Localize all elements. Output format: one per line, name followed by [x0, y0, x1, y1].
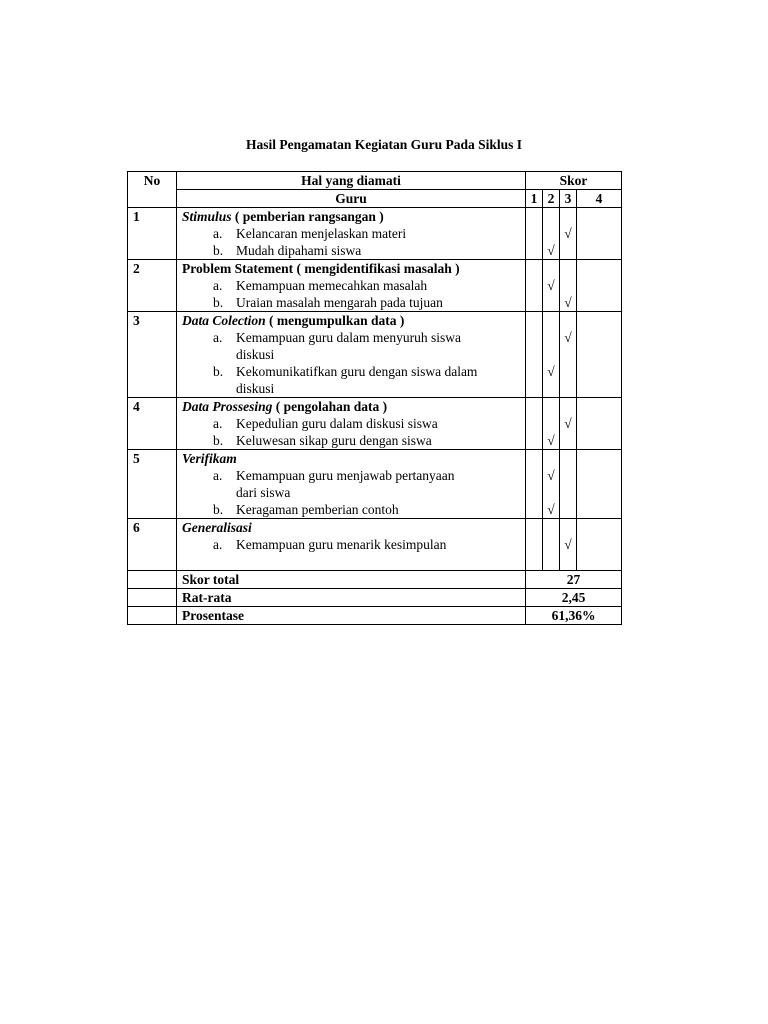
document-title: Hasil Pengamatan Kegiatan Guru Pada Siklus I [245, 137, 523, 152]
aspect-title [182, 208, 520, 225]
summary-row [128, 607, 622, 625]
aspect-title-italic: Data Colection [182, 313, 266, 328]
check-mark-icon: √ [564, 295, 572, 310]
item-label: a. [213, 416, 223, 431]
score-spacer [543, 398, 559, 415]
score-spacer [526, 260, 542, 277]
score-cell-1 [526, 208, 543, 260]
score-spacer [526, 467, 542, 484]
check-mark-icon: √ [547, 243, 555, 258]
aspect-cell [177, 260, 526, 312]
score-spacer [560, 277, 576, 294]
aspect-item [182, 363, 520, 397]
score-spacer [577, 346, 621, 363]
summary-row [128, 571, 622, 589]
summary-value: 27 [526, 571, 622, 589]
row-number: 4 [128, 398, 177, 450]
score-spacer [577, 519, 621, 536]
aspect-cell [177, 519, 526, 571]
score-cell-1 [526, 398, 543, 450]
item-text-line: Kemampuan guru menjawab pertanyaan [236, 468, 455, 483]
score-cell-4 [577, 519, 622, 571]
item-label: a. [213, 468, 223, 483]
score-spacer [526, 484, 542, 501]
aspect-title-italic: Generalisasi [182, 520, 252, 535]
score-spacer [577, 536, 621, 553]
summary-value: 2,45 [526, 589, 622, 607]
item-label: b. [213, 364, 224, 379]
item-text-line: Kemampuan guru dalam menyuruh siswa [236, 330, 461, 345]
check-mark-icon: √ [547, 364, 555, 379]
item-text-line: Uraian masalah mengarah pada tujuan [236, 295, 443, 310]
summary-empty-cell [128, 607, 177, 625]
score-cell-3 [560, 519, 577, 571]
score-spacer [526, 450, 542, 467]
aspect-item [182, 294, 520, 311]
score-cell-2 [543, 260, 560, 312]
score-cell-4 [577, 312, 622, 398]
score-cell-3 [560, 398, 577, 450]
score-spacer [543, 415, 559, 432]
score-spacer [577, 380, 621, 397]
row-number: 2 [128, 260, 177, 312]
row-spacer [182, 553, 520, 570]
score-spacer [526, 242, 542, 259]
item-text-line: diskusi [236, 381, 275, 396]
aspect-item [182, 536, 520, 553]
aspect-title-text: Problem Statement ( mengidentifikasi masalah ) [182, 261, 460, 276]
score-cell-2 [543, 519, 560, 571]
aspect-title [182, 519, 520, 536]
item-text-line: Kemampuan guru menarik kesimpulan [236, 537, 447, 552]
score-spacer [560, 363, 576, 380]
item-text [236, 363, 477, 397]
item-text [236, 467, 455, 501]
score-spacer [577, 329, 621, 346]
observation-table [127, 171, 622, 625]
score-spacer [560, 380, 576, 397]
score-cell-1 [526, 312, 543, 398]
aspect-title [182, 398, 520, 415]
summary-label: Rat-rata [177, 589, 526, 607]
row-number: 5 [128, 450, 177, 519]
score-spacer [577, 277, 621, 294]
aspect-title [182, 450, 520, 467]
score-cell-1 [526, 519, 543, 571]
aspect-title [182, 260, 520, 277]
aspect-title-italic: Stimulus [182, 209, 232, 224]
score-spacer [560, 432, 576, 449]
item-text [236, 242, 361, 259]
score-cell-4 [577, 208, 622, 260]
score-spacer [577, 225, 621, 242]
row-number: 1 [128, 208, 177, 260]
score-spacer [526, 225, 542, 242]
check-mark-icon: √ [547, 502, 555, 517]
header-row-1 [128, 172, 622, 190]
score-cell-2 [543, 208, 560, 260]
score-spacer [560, 346, 576, 363]
score-spacer [526, 415, 542, 432]
aspect-item [182, 242, 520, 259]
aspect-title-text: ( pemberian rangsangan ) [231, 209, 384, 224]
col-header-score-4: 4 [577, 190, 622, 208]
item-label: b. [213, 502, 224, 517]
item-text-line: diskusi [236, 347, 275, 362]
score-spacer [526, 277, 542, 294]
item-label: a. [213, 537, 223, 552]
score-spacer [526, 208, 542, 225]
col-header-score-3: 3 [560, 190, 577, 208]
score-spacer [560, 242, 576, 259]
item-text [236, 225, 406, 242]
aspect-title-text: ( mengumpulkan data ) [265, 313, 405, 328]
score-spacer [526, 363, 542, 380]
summary-label: Prosentase [177, 607, 526, 625]
item-text [236, 329, 461, 363]
aspect-row [128, 519, 622, 571]
item-label: b. [213, 295, 224, 310]
summary-empty-cell [128, 571, 177, 589]
item-text [236, 415, 438, 432]
score-cell-4 [577, 260, 622, 312]
aspect-item [182, 225, 520, 242]
aspect-item [182, 501, 520, 518]
aspect-row [128, 450, 622, 519]
score-spacer [543, 260, 559, 277]
score-spacer [526, 329, 542, 346]
aspect-cell [177, 398, 526, 450]
score-spacer [577, 363, 621, 380]
score-spacer [560, 260, 576, 277]
score-spacer [577, 450, 621, 467]
score-spacer [543, 450, 559, 467]
check-mark-icon: √ [564, 226, 572, 241]
score-cell-1 [526, 450, 543, 519]
item-text [236, 294, 443, 311]
aspect-item [182, 415, 520, 432]
score-spacer [543, 312, 559, 329]
item-text [236, 277, 427, 294]
score-spacer [560, 519, 576, 536]
aspect-item [182, 467, 520, 501]
aspect-item [182, 277, 520, 294]
score-spacer [577, 260, 621, 277]
score-cell-4 [577, 450, 622, 519]
check-mark-icon: √ [564, 416, 572, 431]
score-spacer [577, 398, 621, 415]
score-spacer [577, 294, 621, 311]
score-spacer [543, 519, 559, 536]
score-cell-3 [560, 208, 577, 260]
summary-row [128, 589, 622, 607]
item-text-line: dari siswa [236, 485, 291, 500]
score-spacer [560, 484, 576, 501]
header-row-2 [128, 190, 622, 208]
item-label: a. [213, 278, 223, 293]
score-cell-4 [577, 398, 622, 450]
check-mark-icon: √ [547, 468, 555, 483]
col-header-no: No [128, 172, 177, 208]
score-spacer [526, 380, 542, 397]
score-spacer [577, 208, 621, 225]
aspect-cell [177, 208, 526, 260]
score-spacer [560, 450, 576, 467]
score-cell-2 [543, 312, 560, 398]
item-label: a. [213, 226, 223, 241]
item-text [236, 432, 432, 449]
score-spacer [543, 484, 559, 501]
summary-empty-cell [128, 589, 177, 607]
score-spacer [543, 225, 559, 242]
score-spacer [560, 208, 576, 225]
item-text-line: Kekomunikatifkan guru dengan siswa dalam [236, 364, 478, 379]
aspect-title-italic: Verifikam [182, 451, 237, 466]
score-spacer [543, 208, 559, 225]
item-text-line: Kelancaran menjelaskan materi [236, 226, 407, 241]
item-text-line: Kemampuan memecahkan masalah [236, 278, 428, 293]
score-cell-3 [560, 312, 577, 398]
item-text [236, 501, 399, 518]
aspect-title [182, 312, 520, 329]
score-spacer [526, 398, 542, 415]
score-spacer [543, 346, 559, 363]
score-spacer [577, 242, 621, 259]
aspect-title-text: ( pengolahan data ) [272, 399, 388, 414]
item-label: b. [213, 433, 224, 448]
score-spacer [560, 467, 576, 484]
col-header-score-1: 1 [526, 190, 543, 208]
item-text [236, 536, 446, 553]
row-number: 3 [128, 312, 177, 398]
aspect-row [128, 398, 622, 450]
score-spacer [560, 501, 576, 518]
score-spacer [526, 519, 542, 536]
score-spacer [543, 294, 559, 311]
check-mark-icon: √ [564, 537, 572, 552]
score-spacer [526, 346, 542, 363]
col-header-score-2: 2 [543, 190, 560, 208]
item-label: a. [213, 330, 223, 345]
check-mark-icon: √ [547, 433, 555, 448]
aspect-row [128, 208, 622, 260]
score-cell-2 [543, 398, 560, 450]
score-spacer [577, 432, 621, 449]
score-cell-2 [543, 450, 560, 519]
score-spacer [577, 415, 621, 432]
aspect-item [182, 329, 520, 363]
item-text-line: Mudah dipahami siswa [236, 243, 362, 258]
score-spacer [577, 484, 621, 501]
check-mark-icon: √ [564, 330, 572, 345]
aspect-item [182, 432, 520, 449]
check-mark-icon: √ [547, 278, 555, 293]
item-label: b. [213, 243, 224, 258]
score-spacer [560, 312, 576, 329]
score-spacer [543, 380, 559, 397]
score-cell-3 [560, 260, 577, 312]
col-header-guru: Guru [177, 190, 526, 208]
score-spacer [577, 312, 621, 329]
item-text-line: Kepedulian guru dalam diskusi siswa [236, 416, 438, 431]
score-cell-1 [526, 260, 543, 312]
score-spacer [526, 432, 542, 449]
score-cell-3 [560, 450, 577, 519]
item-text-line: Keragaman pemberian contoh [236, 502, 399, 517]
row-number: 6 [128, 519, 177, 571]
score-spacer [526, 536, 542, 553]
score-spacer [560, 398, 576, 415]
col-header-hal: Hal yang diamati [177, 172, 526, 190]
aspect-row [128, 312, 622, 398]
score-spacer [526, 312, 542, 329]
col-header-skor: Skor [526, 172, 622, 190]
score-spacer [543, 329, 559, 346]
summary-label: Skor total [177, 571, 526, 589]
score-spacer [577, 501, 621, 518]
score-spacer [543, 536, 559, 553]
score-spacer [526, 501, 542, 518]
summary-value: 61,36% [526, 607, 622, 625]
aspect-cell [177, 450, 526, 519]
score-spacer [526, 294, 542, 311]
aspect-title-italic: Data Prossesing [182, 399, 273, 414]
aspect-row [128, 260, 622, 312]
item-text-line: Keluwesan sikap guru dengan siswa [236, 433, 432, 448]
aspect-cell [177, 312, 526, 398]
score-spacer [577, 467, 621, 484]
